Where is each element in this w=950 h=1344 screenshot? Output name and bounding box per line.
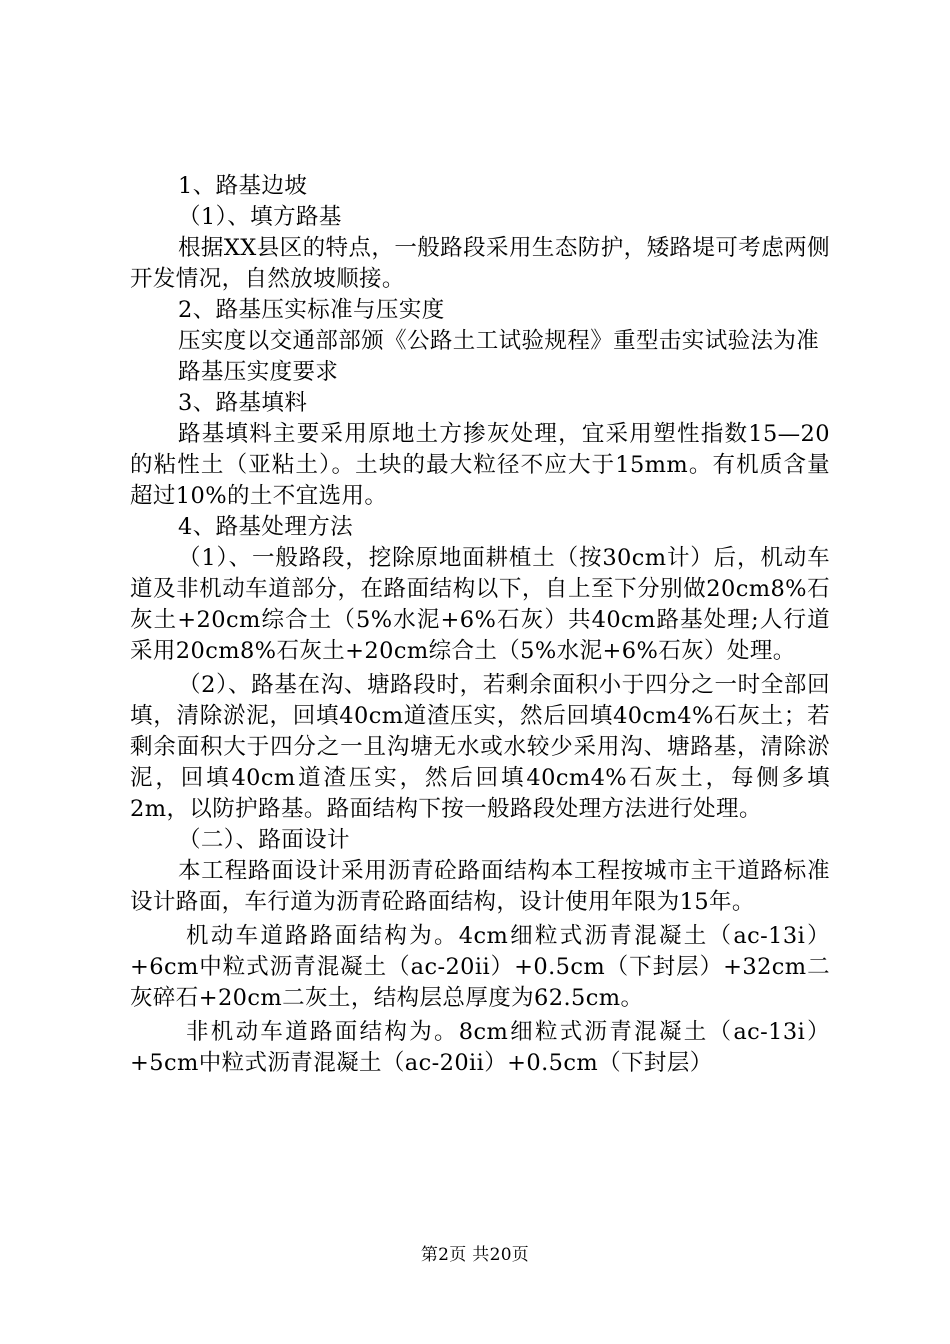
paragraph-general-section: （1）、一般路段，挖除原地面耕植土（按30cm计）后，机动车道及非机动车道部分，在路面结构以下，自上至下分别做20cm8%石灰土+20cm综合土（5%水泥+6%石灰）共40cm路基处理;人行道采用20cm8%石灰土+20cm综合土（5%水泥+6%石灰）处理。	[130, 545, 830, 664]
paragraph-compaction-standard: 压实度以交通部部颁《公路土工试验规程》重型击实试验法为准	[178, 328, 820, 354]
heading-subgrade-fill: 3、路基填料	[178, 390, 308, 416]
heading-compaction-standard: 2、路基压实标准与压实度	[178, 297, 445, 323]
heading-pavement-design: （二）、路面设计	[178, 827, 350, 853]
heading-subgrade-slope: 1、路基边坡	[178, 173, 308, 199]
paragraph-compaction-requirement: 路基压实度要求	[178, 359, 339, 385]
paragraph-pond-section: （2）、路基在沟、塘路段时，若剩余面积小于四分之一时全部回填，清除淤泥，回填40cm道渣压实，然后回填40cm4%石灰土；若剩余面积大于四分之一且沟塘无水或水较少采用沟、塘路基，清除淤泥，回填40cm道渣压实，然后回填40cm4%石灰土，每侧多填2m，以防护路基。路面结构下按一般路段处理方法进行处理。	[130, 672, 830, 822]
heading-fill-subgrade: （1）、填方路基	[178, 204, 342, 230]
paragraph-pavement-design: 本工程路面设计采用沥青砼路面结构本工程按城市主干道路标准设计路面，车行道为沥青砼路面结构，设计使用年限为15年。	[130, 858, 830, 915]
page-number-footer: 第2页 共20页	[420, 1245, 530, 1265]
paragraph-slope-protection: 根据XX县区的特点，一般路段采用生态防护，矮路堤可考虑两侧开发情况，自然放坡顺接。	[130, 235, 830, 292]
paragraph-subgrade-fill: 路基填料主要采用原地土方掺灰处理，宜采用塑性指数15—20的粘性土（亚粘土）。土块的最大粒径不应大于15mm。有机质含量超过10%的土不宜选用。	[130, 421, 830, 509]
paragraph-motor-lane-structure: 机动车道路路面结构为。4cm细粒式沥青混凝土（ac-13i）+6cm中粒式沥青混凝土（ac-20ii）+0.5cm（下封层）+32cm二灰碎石+20cm二灰土，结构层总厚度为62.5cm。	[130, 923, 830, 1011]
heading-treatment-method: 4、路基处理方法	[178, 514, 354, 540]
paragraph-non-motor-lane-structure: 非机动车道路面结构为。8cm细粒式沥青混凝土（ac-13i）+5cm中粒式沥青混凝土（ac-20ii）+0.5cm（下封层）	[130, 1019, 830, 1076]
document-body	[130, 171, 830, 1079]
